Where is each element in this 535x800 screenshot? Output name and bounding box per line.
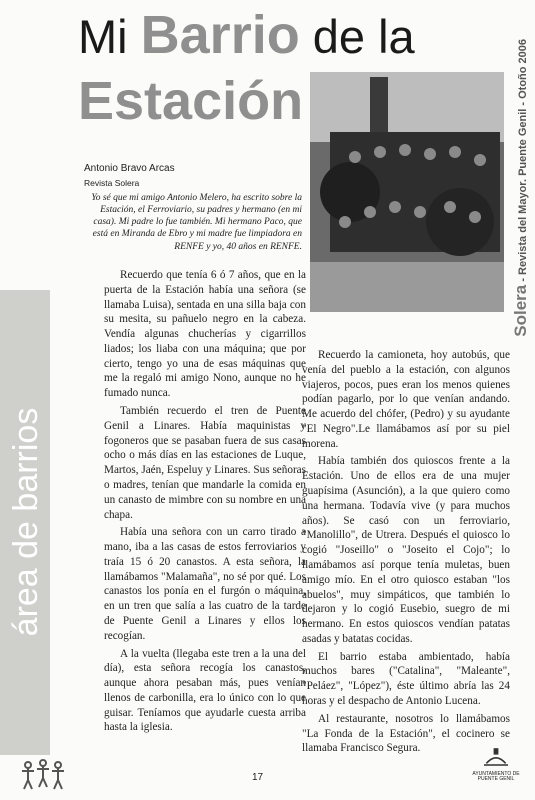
author-source: Revista Solera xyxy=(84,178,140,188)
paragraph: Había también dos quioscos frente a la Estación. Uno de ellos era de una mujer guapísima (Asunción), a la que quiero como una hermana. Todavía vive (y para muchos años). Se casó con un ferroviario, "Manolillo", de Utrera. Después el quiosco lo cogió "Joseillo" o "Joseito el Cojo"; lo llamábamos así porque tenía muletas, buen amigo mío. En el otro quiosco estaban "los abuelos", muy simpáticos, que también lo dejaron y lo cogió Eusebio, suegro de mi hermano. En estos quioscos vendían patatas asadas y batatas cocidas. xyxy=(302,455,510,645)
paragraph: Había una señora con un carro tirado a mano, iba a las casas de estos ferroviarios y traía 15 ó 20 canastos. A esta señora, la llamábamos "Malamaña", no sé por qué. Los canastos los ponía en el furgón o máquina, en un tren que salía a las cuatro de la tarde de Puente Genil a Linares y ellos los recogían. xyxy=(104,526,306,642)
section-label: área de barrios xyxy=(7,407,45,637)
bridge-logo-icon xyxy=(484,745,508,769)
paragraph: El barrio estaba ambientado, había muchos bares ("Catalina", "Maleante", "Peláez", "López"), éste último abría las 24 horas y el despacho de Antonio Lucena. xyxy=(302,650,510,707)
vertical-publication-band: Solera - Revista del Mayor. Puente Genil - Otoño 2006 xyxy=(511,39,530,337)
page-number: 17 xyxy=(252,772,264,783)
paragraph: También recuerdo el tren de Puente Genil a Linares. Había maquinistas y fogoneros que se pasaban fuera de sus casas ocho o más días en las estaciones de Luque, Martos, Jaén, Espeluy y Linares. Sus señoras o madres, tenían que mandarle la comida en un canasto de mimbre con su nombre en una chapa. xyxy=(104,405,306,521)
intro-text: Yo sé que mi amigo Antonio Melero, ha escrito sobre la Estación, el Ferroviario, su padres y hermano (en mi casa). Mi padre lo fue también. Mi hermano Paco, que está en Miranda de Ebro y mi madre fue limpiadora en RENFE y yo, 40 años en RENFE. xyxy=(91,193,302,252)
paragraph: A la vuelta (llegaba este tren a la una del día), esta señora recogía los canastos, aunque ahora pesaban más, pues venían llenos de carbonilla, era lo único con lo que guisar. Teníamos que ayudarle cuesta arriba hasta la iglesia. xyxy=(104,647,306,734)
author-name: Antonio Bravo Arcas xyxy=(84,163,175,174)
paragraph: Recuerdo la camioneta, hoy autobús, que venía del pueblo a la estación, con algunos viajeros, pocos, pues eran los menos quienes podían pagarlo, por lo que venían andando. Me acuerdo del chófer, (Pedro) y su ayudante "El Negro".Le llamábamos así por su piel morena. xyxy=(302,349,510,450)
page-title: Mi Barrio de la Estación xyxy=(78,5,415,131)
column-left xyxy=(104,268,306,738)
city-logo: AYUNTAMIENTO DE PUENTE GENIL xyxy=(468,745,524,795)
people-logo-icon xyxy=(18,755,68,795)
author-block xyxy=(84,163,175,188)
column-right xyxy=(302,348,510,759)
historical-photo xyxy=(310,72,504,312)
paragraph: Recuerdo que tenía 6 ó 7 años, que en la puerta de la Estación había una señora (se llamaba Luisa), sentada en una silla baja con su mesita, su pañuelo negro en la cabeza. Vendía algunas chucherías y cigarrillos liados; los liaba con una máquina; que por cierto, tengo yo una de esas máquinas que me la regaló mi amigo Nono, aunque no he fumado nunca. xyxy=(104,269,306,400)
paragraph: Al restaurante, nosotros lo llamábamos "La Fonda de la Estación", el cocinero se llamaba Francisco Segura. xyxy=(302,712,510,755)
